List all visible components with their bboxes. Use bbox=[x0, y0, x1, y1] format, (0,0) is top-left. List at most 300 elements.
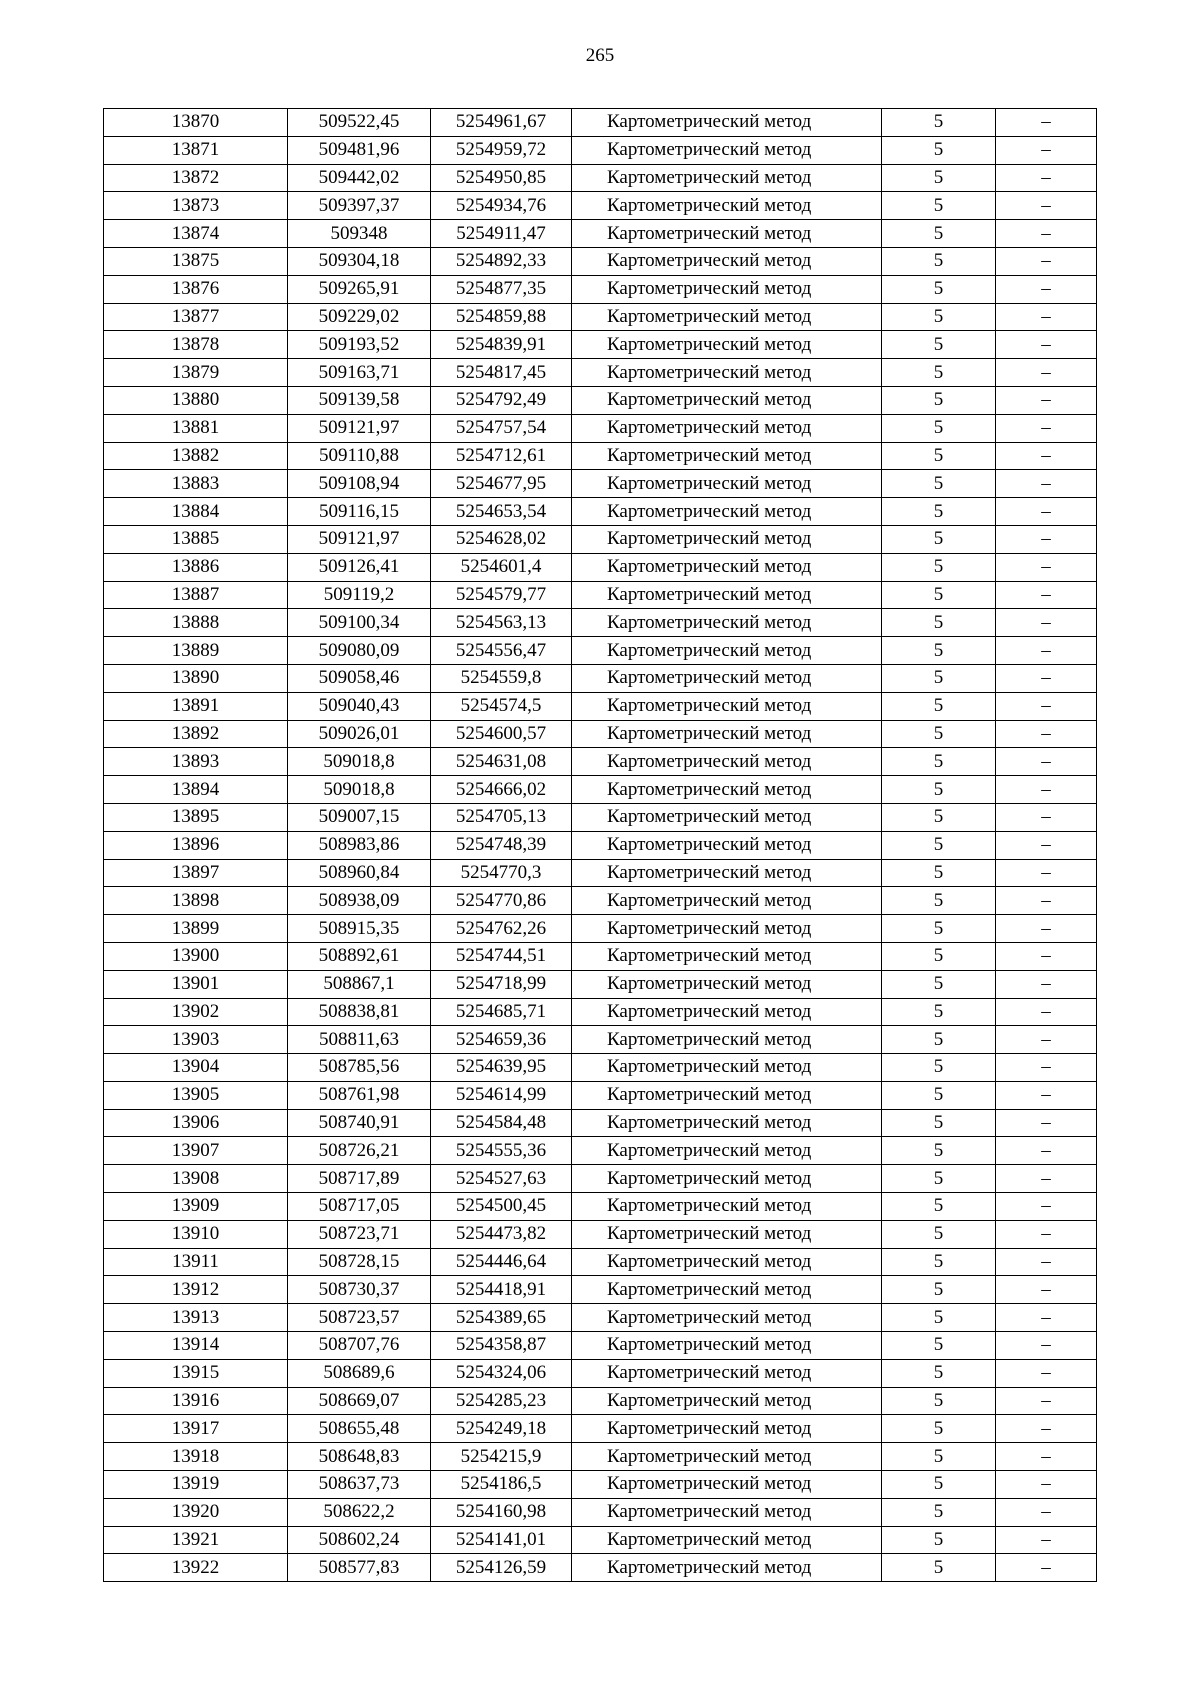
table-body bbox=[104, 109, 1097, 1582]
point-number-cell: 13921 bbox=[104, 1526, 288, 1554]
point-number-cell: 13886 bbox=[104, 553, 288, 581]
accuracy-cell: 5 bbox=[882, 414, 996, 442]
method-cell: Картометрический метод bbox=[572, 887, 882, 915]
x-coordinate-cell: 509108,94 bbox=[288, 470, 431, 498]
table-row bbox=[104, 776, 1097, 804]
x-coordinate-cell: 509119,2 bbox=[288, 581, 431, 609]
description-cell: – bbox=[996, 1193, 1097, 1221]
method-cell: Картометрический метод bbox=[572, 1276, 882, 1304]
y-coordinate-cell: 5254141,01 bbox=[431, 1526, 572, 1554]
point-number-cell: 13913 bbox=[104, 1304, 288, 1332]
method-cell: Картометрический метод bbox=[572, 637, 882, 665]
y-coordinate-cell: 5254556,47 bbox=[431, 637, 572, 665]
method-cell: Картометрический метод bbox=[572, 303, 882, 331]
accuracy-cell: 5 bbox=[882, 1276, 996, 1304]
y-coordinate-cell: 5254555,36 bbox=[431, 1137, 572, 1165]
accuracy-cell: 5 bbox=[882, 470, 996, 498]
point-number-cell: 13895 bbox=[104, 803, 288, 831]
y-coordinate-cell: 5254324,06 bbox=[431, 1359, 572, 1387]
method-cell: Картометрический метод bbox=[572, 1554, 882, 1582]
method-cell: Картометрический метод bbox=[572, 1137, 882, 1165]
table-row bbox=[104, 1137, 1097, 1165]
accuracy-cell: 5 bbox=[882, 1387, 996, 1415]
accuracy-cell: 5 bbox=[882, 1109, 996, 1137]
method-cell: Картометрический метод bbox=[572, 859, 882, 887]
table-row bbox=[104, 1081, 1097, 1109]
table-row bbox=[104, 1248, 1097, 1276]
method-cell: Картометрический метод bbox=[572, 970, 882, 998]
description-cell: – bbox=[996, 609, 1097, 637]
x-coordinate-cell: 509100,34 bbox=[288, 609, 431, 637]
method-cell: Картометрический метод bbox=[572, 1054, 882, 1082]
table-row bbox=[104, 803, 1097, 831]
description-cell: – bbox=[996, 692, 1097, 720]
x-coordinate-cell: 509163,71 bbox=[288, 359, 431, 387]
point-number-cell: 13922 bbox=[104, 1554, 288, 1582]
accuracy-cell: 5 bbox=[882, 525, 996, 553]
y-coordinate-cell: 5254574,5 bbox=[431, 692, 572, 720]
accuracy-cell: 5 bbox=[882, 970, 996, 998]
table-row bbox=[104, 1443, 1097, 1471]
x-coordinate-cell: 508723,71 bbox=[288, 1220, 431, 1248]
y-coordinate-cell: 5254859,88 bbox=[431, 303, 572, 331]
table-row bbox=[104, 998, 1097, 1026]
description-cell: – bbox=[996, 192, 1097, 220]
accuracy-cell: 5 bbox=[882, 1165, 996, 1193]
description-cell: – bbox=[996, 386, 1097, 414]
x-coordinate-cell: 508655,48 bbox=[288, 1415, 431, 1443]
table-row bbox=[104, 609, 1097, 637]
method-cell: Картометрический метод bbox=[572, 692, 882, 720]
point-number-cell: 13896 bbox=[104, 831, 288, 859]
method-cell: Картометрический метод bbox=[572, 1526, 882, 1554]
description-cell: – bbox=[996, 1276, 1097, 1304]
method-cell: Картометрический метод bbox=[572, 275, 882, 303]
accuracy-cell: 5 bbox=[882, 275, 996, 303]
table-row bbox=[104, 1387, 1097, 1415]
table-row bbox=[104, 1054, 1097, 1082]
y-coordinate-cell: 5254579,77 bbox=[431, 581, 572, 609]
accuracy-cell: 5 bbox=[882, 109, 996, 137]
y-coordinate-cell: 5254950,85 bbox=[431, 164, 572, 192]
table-row bbox=[104, 859, 1097, 887]
accuracy-cell: 5 bbox=[882, 1415, 996, 1443]
y-coordinate-cell: 5254358,87 bbox=[431, 1332, 572, 1360]
table-row bbox=[104, 1220, 1097, 1248]
method-cell: Картометрический метод bbox=[572, 331, 882, 359]
point-number-cell: 13901 bbox=[104, 970, 288, 998]
point-number-cell: 13885 bbox=[104, 525, 288, 553]
y-coordinate-cell: 5254959,72 bbox=[431, 136, 572, 164]
table-row bbox=[104, 1193, 1097, 1221]
x-coordinate-cell: 508892,61 bbox=[288, 942, 431, 970]
method-cell: Картометрический метод bbox=[572, 915, 882, 943]
point-number-cell: 13884 bbox=[104, 498, 288, 526]
table-row bbox=[104, 275, 1097, 303]
y-coordinate-cell: 5254285,23 bbox=[431, 1387, 572, 1415]
point-number-cell: 13918 bbox=[104, 1443, 288, 1471]
description-cell: – bbox=[996, 859, 1097, 887]
y-coordinate-cell: 5254762,26 bbox=[431, 915, 572, 943]
point-number-cell: 13906 bbox=[104, 1109, 288, 1137]
table-row bbox=[104, 247, 1097, 275]
point-number-cell: 13889 bbox=[104, 637, 288, 665]
description-cell: – bbox=[996, 664, 1097, 692]
description-cell: – bbox=[996, 1054, 1097, 1082]
x-coordinate-cell: 508622,2 bbox=[288, 1498, 431, 1526]
method-cell: Картометрический метод bbox=[572, 414, 882, 442]
x-coordinate-cell: 509116,15 bbox=[288, 498, 431, 526]
method-cell: Картометрический метод bbox=[572, 748, 882, 776]
accuracy-cell: 5 bbox=[882, 331, 996, 359]
method-cell: Картометрический метод bbox=[572, 1026, 882, 1054]
y-coordinate-cell: 5254757,54 bbox=[431, 414, 572, 442]
y-coordinate-cell: 5254500,45 bbox=[431, 1193, 572, 1221]
point-number-cell: 13872 bbox=[104, 164, 288, 192]
method-cell: Картометрический метод bbox=[572, 109, 882, 137]
x-coordinate-cell: 509018,8 bbox=[288, 748, 431, 776]
accuracy-cell: 5 bbox=[882, 1081, 996, 1109]
x-coordinate-cell: 508707,76 bbox=[288, 1332, 431, 1360]
accuracy-cell: 5 bbox=[882, 1554, 996, 1582]
y-coordinate-cell: 5254653,54 bbox=[431, 498, 572, 526]
table-row bbox=[104, 498, 1097, 526]
method-cell: Картометрический метод bbox=[572, 553, 882, 581]
point-number-cell: 13912 bbox=[104, 1276, 288, 1304]
description-cell: – bbox=[996, 164, 1097, 192]
y-coordinate-cell: 5254685,71 bbox=[431, 998, 572, 1026]
description-cell: – bbox=[996, 331, 1097, 359]
method-cell: Картометрический метод bbox=[572, 470, 882, 498]
y-coordinate-cell: 5254934,76 bbox=[431, 192, 572, 220]
y-coordinate-cell: 5254659,36 bbox=[431, 1026, 572, 1054]
table-row bbox=[104, 664, 1097, 692]
x-coordinate-cell: 509121,97 bbox=[288, 414, 431, 442]
x-coordinate-cell: 509348 bbox=[288, 220, 431, 248]
point-number-cell: 13894 bbox=[104, 776, 288, 804]
table-row bbox=[104, 942, 1097, 970]
point-number-cell: 13876 bbox=[104, 275, 288, 303]
description-cell: – bbox=[996, 498, 1097, 526]
description-cell: – bbox=[996, 637, 1097, 665]
x-coordinate-cell: 508838,81 bbox=[288, 998, 431, 1026]
accuracy-cell: 5 bbox=[882, 664, 996, 692]
point-number-cell: 13911 bbox=[104, 1248, 288, 1276]
description-cell: – bbox=[996, 220, 1097, 248]
point-number-cell: 13881 bbox=[104, 414, 288, 442]
description-cell: – bbox=[996, 1109, 1097, 1137]
table-row bbox=[104, 136, 1097, 164]
x-coordinate-cell: 509442,02 bbox=[288, 164, 431, 192]
method-cell: Картометрический метод bbox=[572, 803, 882, 831]
x-coordinate-cell: 508785,56 bbox=[288, 1054, 431, 1082]
description-cell: – bbox=[996, 275, 1097, 303]
y-coordinate-cell: 5254126,59 bbox=[431, 1554, 572, 1582]
point-number-cell: 13878 bbox=[104, 331, 288, 359]
accuracy-cell: 5 bbox=[882, 1054, 996, 1082]
y-coordinate-cell: 5254473,82 bbox=[431, 1220, 572, 1248]
table-row bbox=[104, 748, 1097, 776]
table-row bbox=[104, 1526, 1097, 1554]
description-cell: – bbox=[996, 1304, 1097, 1332]
method-cell: Картометрический метод bbox=[572, 1081, 882, 1109]
y-coordinate-cell: 5254770,86 bbox=[431, 887, 572, 915]
method-cell: Картометрический метод bbox=[572, 1165, 882, 1193]
description-cell: – bbox=[996, 1026, 1097, 1054]
description-cell: – bbox=[996, 1137, 1097, 1165]
method-cell: Картометрический метод bbox=[572, 581, 882, 609]
method-cell: Картометрический метод bbox=[572, 1498, 882, 1526]
description-cell: – bbox=[996, 1165, 1097, 1193]
description-cell: – bbox=[996, 1220, 1097, 1248]
method-cell: Картометрический метод bbox=[572, 1332, 882, 1360]
x-coordinate-cell: 509121,97 bbox=[288, 525, 431, 553]
table-row bbox=[104, 1471, 1097, 1499]
accuracy-cell: 5 bbox=[882, 192, 996, 220]
y-coordinate-cell: 5254600,57 bbox=[431, 720, 572, 748]
point-number-cell: 13877 bbox=[104, 303, 288, 331]
x-coordinate-cell: 508811,63 bbox=[288, 1026, 431, 1054]
x-coordinate-cell: 508717,89 bbox=[288, 1165, 431, 1193]
description-cell: – bbox=[996, 553, 1097, 581]
method-cell: Картометрический метод bbox=[572, 1304, 882, 1332]
y-coordinate-cell: 5254559,8 bbox=[431, 664, 572, 692]
accuracy-cell: 5 bbox=[882, 1026, 996, 1054]
method-cell: Картометрический метод bbox=[572, 1109, 882, 1137]
y-coordinate-cell: 5254215,9 bbox=[431, 1443, 572, 1471]
x-coordinate-cell: 508728,15 bbox=[288, 1248, 431, 1276]
accuracy-cell: 5 bbox=[882, 915, 996, 943]
y-coordinate-cell: 5254744,51 bbox=[431, 942, 572, 970]
description-cell: – bbox=[996, 136, 1097, 164]
table-row bbox=[104, 303, 1097, 331]
method-cell: Картометрический метод bbox=[572, 1193, 882, 1221]
x-coordinate-cell: 509110,88 bbox=[288, 442, 431, 470]
x-coordinate-cell: 509229,02 bbox=[288, 303, 431, 331]
x-coordinate-cell: 508669,07 bbox=[288, 1387, 431, 1415]
description-cell: – bbox=[996, 1498, 1097, 1526]
x-coordinate-cell: 508577,83 bbox=[288, 1554, 431, 1582]
y-coordinate-cell: 5254770,3 bbox=[431, 859, 572, 887]
x-coordinate-cell: 508915,35 bbox=[288, 915, 431, 943]
description-cell: – bbox=[996, 1415, 1097, 1443]
x-coordinate-cell: 509058,46 bbox=[288, 664, 431, 692]
y-coordinate-cell: 5254614,99 bbox=[431, 1081, 572, 1109]
method-cell: Картометрический метод bbox=[572, 247, 882, 275]
description-cell: – bbox=[996, 525, 1097, 553]
point-number-cell: 13888 bbox=[104, 609, 288, 637]
description-cell: – bbox=[996, 915, 1097, 943]
x-coordinate-cell: 509522,45 bbox=[288, 109, 431, 137]
point-number-cell: 13915 bbox=[104, 1359, 288, 1387]
x-coordinate-cell: 508648,83 bbox=[288, 1443, 431, 1471]
point-number-cell: 13898 bbox=[104, 887, 288, 915]
accuracy-cell: 5 bbox=[882, 1526, 996, 1554]
x-coordinate-cell: 508730,37 bbox=[288, 1276, 431, 1304]
y-coordinate-cell: 5254563,13 bbox=[431, 609, 572, 637]
method-cell: Картометрический метод bbox=[572, 220, 882, 248]
description-cell: – bbox=[996, 247, 1097, 275]
description-cell: – bbox=[996, 442, 1097, 470]
table-row bbox=[104, 1332, 1097, 1360]
y-coordinate-cell: 5254712,61 bbox=[431, 442, 572, 470]
method-cell: Картометрический метод bbox=[572, 998, 882, 1026]
x-coordinate-cell: 508960,84 bbox=[288, 859, 431, 887]
point-number-cell: 13910 bbox=[104, 1220, 288, 1248]
point-number-cell: 13893 bbox=[104, 748, 288, 776]
y-coordinate-cell: 5254817,45 bbox=[431, 359, 572, 387]
method-cell: Картометрический метод bbox=[572, 359, 882, 387]
description-cell: – bbox=[996, 776, 1097, 804]
accuracy-cell: 5 bbox=[882, 442, 996, 470]
point-number-cell: 13899 bbox=[104, 915, 288, 943]
y-coordinate-cell: 5254527,63 bbox=[431, 1165, 572, 1193]
x-coordinate-cell: 508983,86 bbox=[288, 831, 431, 859]
table-row bbox=[104, 915, 1097, 943]
table-row bbox=[104, 192, 1097, 220]
accuracy-cell: 5 bbox=[882, 220, 996, 248]
description-cell: – bbox=[996, 1471, 1097, 1499]
y-coordinate-cell: 5254628,02 bbox=[431, 525, 572, 553]
x-coordinate-cell: 509139,58 bbox=[288, 386, 431, 414]
description-cell: – bbox=[996, 720, 1097, 748]
x-coordinate-cell: 508637,73 bbox=[288, 1471, 431, 1499]
table-row bbox=[104, 1304, 1097, 1332]
description-cell: – bbox=[996, 470, 1097, 498]
table-row bbox=[104, 1359, 1097, 1387]
description-cell: – bbox=[996, 803, 1097, 831]
method-cell: Картометрический метод bbox=[572, 776, 882, 804]
table-row bbox=[104, 359, 1097, 387]
y-coordinate-cell: 5254677,95 bbox=[431, 470, 572, 498]
description-cell: – bbox=[996, 748, 1097, 776]
table-row bbox=[104, 1109, 1097, 1137]
x-coordinate-cell: 508689,6 bbox=[288, 1359, 431, 1387]
x-coordinate-cell: 509397,37 bbox=[288, 192, 431, 220]
table-row bbox=[104, 109, 1097, 137]
x-coordinate-cell: 508717,05 bbox=[288, 1193, 431, 1221]
x-coordinate-cell: 509304,18 bbox=[288, 247, 431, 275]
description-cell: – bbox=[996, 1332, 1097, 1360]
table-row bbox=[104, 164, 1097, 192]
description-cell: – bbox=[996, 1554, 1097, 1582]
method-cell: Картометрический метод bbox=[572, 942, 882, 970]
description-cell: – bbox=[996, 581, 1097, 609]
y-coordinate-cell: 5254601,4 bbox=[431, 553, 572, 581]
point-number-cell: 13909 bbox=[104, 1193, 288, 1221]
y-coordinate-cell: 5254249,18 bbox=[431, 1415, 572, 1443]
accuracy-cell: 5 bbox=[882, 553, 996, 581]
x-coordinate-cell: 509265,91 bbox=[288, 275, 431, 303]
accuracy-cell: 5 bbox=[882, 386, 996, 414]
page-number: 265 bbox=[585, 45, 615, 66]
description-cell: – bbox=[996, 998, 1097, 1026]
x-coordinate-cell: 509040,43 bbox=[288, 692, 431, 720]
method-cell: Картометрический метод bbox=[572, 386, 882, 414]
point-number-cell: 13887 bbox=[104, 581, 288, 609]
point-number-cell: 13904 bbox=[104, 1054, 288, 1082]
accuracy-cell: 5 bbox=[882, 303, 996, 331]
x-coordinate-cell: 508723,57 bbox=[288, 1304, 431, 1332]
description-cell: – bbox=[996, 414, 1097, 442]
x-coordinate-cell: 508602,24 bbox=[288, 1526, 431, 1554]
y-coordinate-cell: 5254186,5 bbox=[431, 1471, 572, 1499]
x-coordinate-cell: 509026,01 bbox=[288, 720, 431, 748]
y-coordinate-cell: 5254418,91 bbox=[431, 1276, 572, 1304]
method-cell: Картометрический метод bbox=[572, 192, 882, 220]
y-coordinate-cell: 5254792,49 bbox=[431, 386, 572, 414]
accuracy-cell: 5 bbox=[882, 1359, 996, 1387]
table-row bbox=[104, 581, 1097, 609]
point-number-cell: 13890 bbox=[104, 664, 288, 692]
accuracy-cell: 5 bbox=[882, 637, 996, 665]
description-cell: – bbox=[996, 1443, 1097, 1471]
description-cell: – bbox=[996, 1081, 1097, 1109]
point-number-cell: 13917 bbox=[104, 1415, 288, 1443]
table-row bbox=[104, 386, 1097, 414]
y-coordinate-cell: 5254839,91 bbox=[431, 331, 572, 359]
point-number-cell: 13883 bbox=[104, 470, 288, 498]
description-cell: – bbox=[996, 1387, 1097, 1415]
point-number-cell: 13891 bbox=[104, 692, 288, 720]
table-row bbox=[104, 331, 1097, 359]
method-cell: Картометрический метод bbox=[572, 831, 882, 859]
point-number-cell: 13907 bbox=[104, 1137, 288, 1165]
y-coordinate-cell: 5254961,67 bbox=[431, 109, 572, 137]
table-row bbox=[104, 637, 1097, 665]
accuracy-cell: 5 bbox=[882, 998, 996, 1026]
y-coordinate-cell: 5254584,48 bbox=[431, 1109, 572, 1137]
accuracy-cell: 5 bbox=[882, 748, 996, 776]
method-cell: Картометрический метод bbox=[572, 442, 882, 470]
accuracy-cell: 5 bbox=[882, 692, 996, 720]
table-row bbox=[104, 442, 1097, 470]
point-number-cell: 13916 bbox=[104, 1387, 288, 1415]
accuracy-cell: 5 bbox=[882, 831, 996, 859]
accuracy-cell: 5 bbox=[882, 164, 996, 192]
point-number-cell: 13902 bbox=[104, 998, 288, 1026]
method-cell: Картометрический метод bbox=[572, 609, 882, 637]
table-row bbox=[104, 1498, 1097, 1526]
y-coordinate-cell: 5254718,99 bbox=[431, 970, 572, 998]
x-coordinate-cell: 508867,1 bbox=[288, 970, 431, 998]
y-coordinate-cell: 5254631,08 bbox=[431, 748, 572, 776]
accuracy-cell: 5 bbox=[882, 1193, 996, 1221]
table-row bbox=[104, 1276, 1097, 1304]
point-number-cell: 13908 bbox=[104, 1165, 288, 1193]
table-row bbox=[104, 470, 1097, 498]
accuracy-cell: 5 bbox=[882, 942, 996, 970]
accuracy-cell: 5 bbox=[882, 1304, 996, 1332]
y-coordinate-cell: 5254160,98 bbox=[431, 1498, 572, 1526]
method-cell: Картометрический метод bbox=[572, 136, 882, 164]
method-cell: Картометрический метод bbox=[572, 720, 882, 748]
x-coordinate-cell: 509193,52 bbox=[288, 331, 431, 359]
point-number-cell: 13875 bbox=[104, 247, 288, 275]
accuracy-cell: 5 bbox=[882, 720, 996, 748]
accuracy-cell: 5 bbox=[882, 247, 996, 275]
accuracy-cell: 5 bbox=[882, 1498, 996, 1526]
accuracy-cell: 5 bbox=[882, 136, 996, 164]
table-row bbox=[104, 1165, 1097, 1193]
x-coordinate-cell: 508740,91 bbox=[288, 1109, 431, 1137]
accuracy-cell: 5 bbox=[882, 581, 996, 609]
point-number-cell: 13870 bbox=[104, 109, 288, 137]
point-number-cell: 13900 bbox=[104, 942, 288, 970]
point-number-cell: 13880 bbox=[104, 386, 288, 414]
table-row bbox=[104, 525, 1097, 553]
point-number-cell: 13919 bbox=[104, 1471, 288, 1499]
